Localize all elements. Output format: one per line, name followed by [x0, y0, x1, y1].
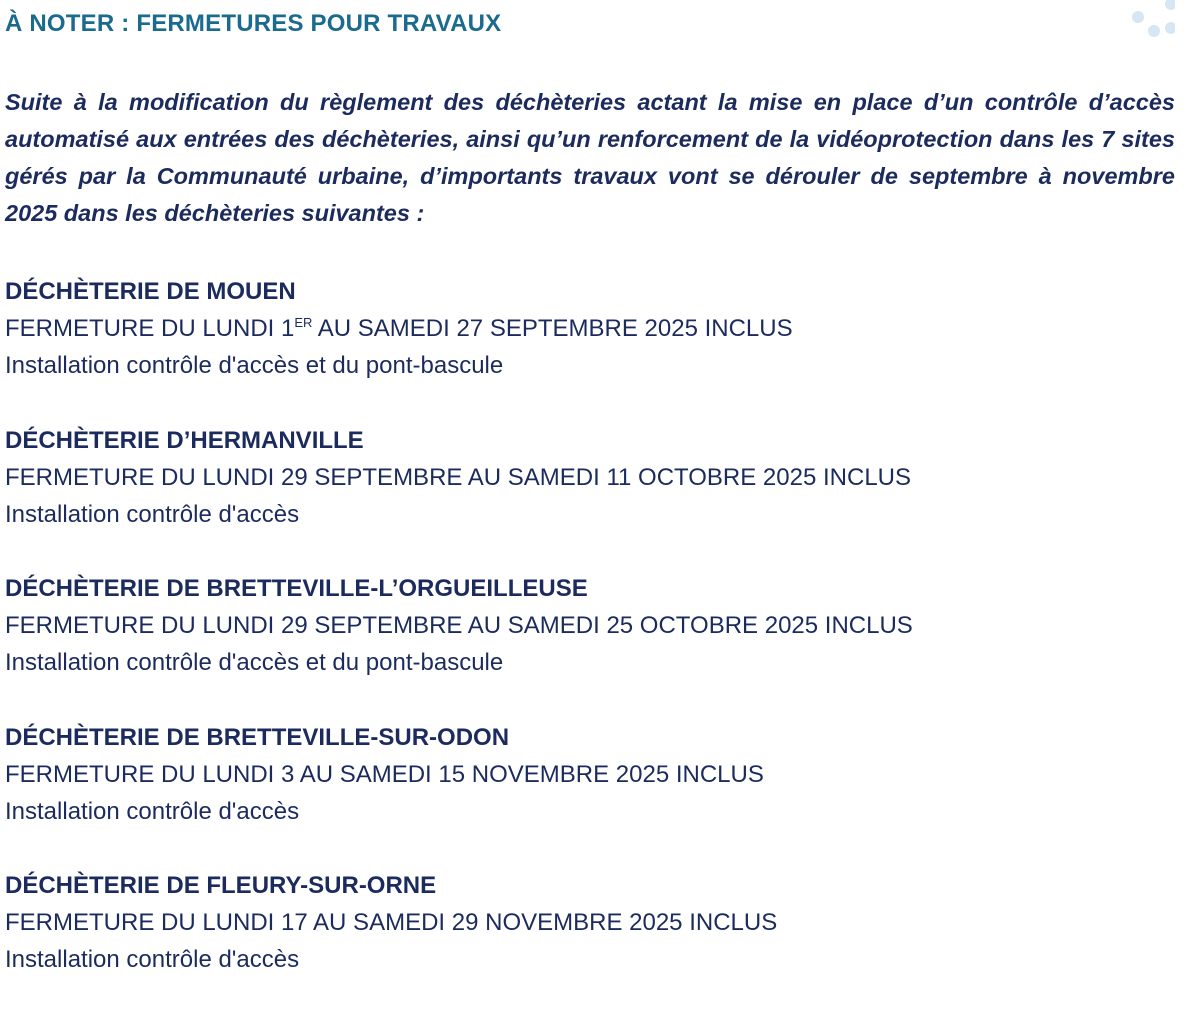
- page-title: À NOTER : FERMETURES POUR TRAVAUX: [5, 10, 502, 37]
- work-description: Installation contrôle d'accès: [5, 500, 300, 528]
- work-description: Installation contrôle d'accès et du pont-bascule: [5, 649, 504, 676]
- list-item: [5, 422, 1175, 571]
- closure-dates: FERMETURE DU LUNDI 3 AU SAMEDI 15 NOVEMBRE 2025 INCLUS: [5, 760, 764, 788]
- closure-dates: FERMETURE DU LUNDI 17 AU SAMEDI 29 NOVEMBRE 2025 INCLUS: [5, 909, 778, 936]
- closure-dates: FERMETURE DU LUNDI 29 SEPTEMBRE AU SAMEDI 11 OCTOBRE 2025 INCLUS: [5, 463, 912, 491]
- list-item: [5, 570, 1175, 719]
- work-description: Installation contrôle d'accès: [5, 797, 300, 825]
- intro-paragraph: Suite à la modification du règlement des déchèteries actant la mise en place d’un contrôle d’accès automatisé aux entrées des déchèteries, ainsi qu’un renforcement de la vidéoprotection dans les 7 sites gérés par la Communauté urbaine, d’importants travaux vont se dérouler de septembre à novembre 2025 dans les déchèteries suivantes :: [5, 89, 1175, 226]
- ordinal-suffix: ER: [294, 315, 313, 330]
- closure-dates-end: AU SAMEDI 27 SEPTEMBRE 2025 INCLUS: [312, 315, 793, 342]
- work-description: Installation contrôle d'accès et du pont-bascule: [5, 352, 504, 379]
- list-item: [5, 867, 1175, 1016]
- list-item: [5, 273, 1175, 422]
- site-name: DÉCHÈTERIE D’HERMANVILLE: [5, 426, 364, 454]
- closure-dates: FERMETURE DU LUNDI 29 SEPTEMBRE AU SAMEDI 25 OCTOBRE 2025 INCLUS: [5, 612, 913, 639]
- dots-pattern-icon: [1055, 0, 1175, 50]
- closure-dates: [5, 310, 1175, 347]
- closure-dates-start: FERMETURE DU LUNDI 1: [5, 315, 295, 342]
- site-name: DÉCHÈTERIE DE BRETTEVILLE-L’ORGUEILLEUSE: [5, 575, 588, 602]
- site-name: DÉCHÈTERIE DE MOUEN: [5, 278, 296, 305]
- site-name: DÉCHÈTERIE DE BRETTEVILLE-SUR-ODON: [5, 723, 510, 751]
- closure-list: [5, 273, 1175, 1016]
- work-description: Installation contrôle d'accès: [5, 946, 300, 973]
- list-item: [5, 719, 1175, 868]
- site-name: DÉCHÈTERIE DE FLEURY-SUR-ORNE: [5, 872, 437, 899]
